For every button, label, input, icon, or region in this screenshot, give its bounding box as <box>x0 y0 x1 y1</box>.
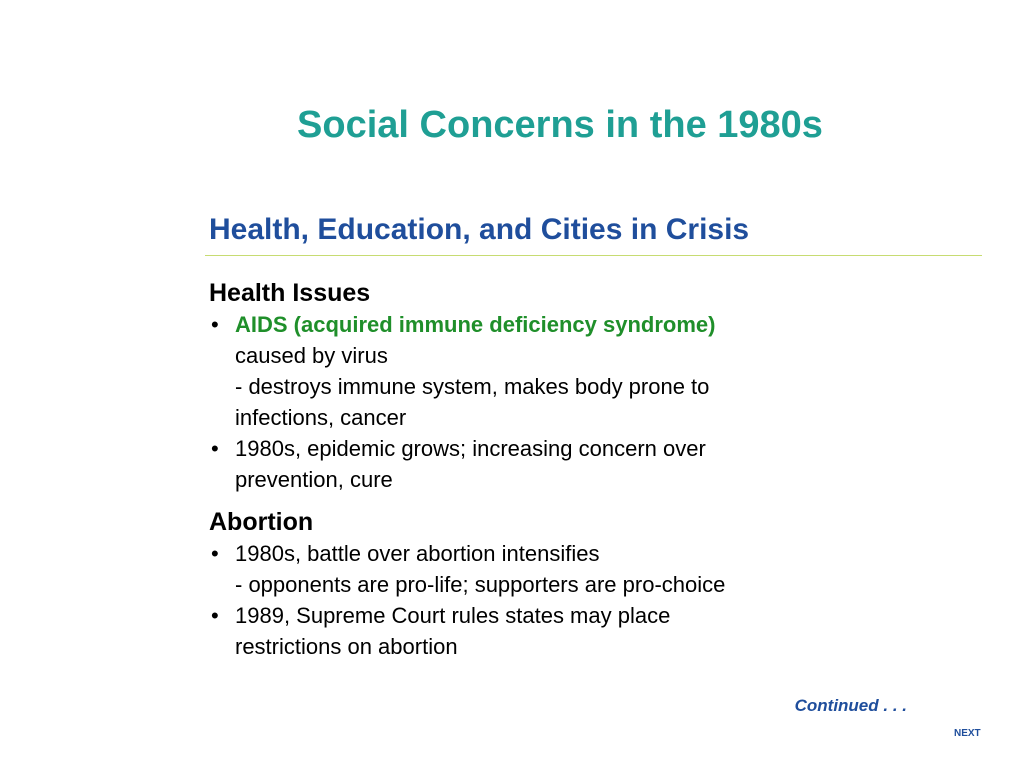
divider <box>205 255 982 256</box>
bullet-item <box>209 538 909 600</box>
bullet-text: 1980s, battle over abortion intensifies <box>235 541 600 566</box>
next-button[interactable]: NEXT <box>954 728 981 739</box>
bullet-text: prevention, cure <box>235 467 393 492</box>
bullet-highlight-text: AIDS (acquired immune deficiency syndrome) <box>235 312 716 337</box>
section-heading: Abortion <box>209 508 314 536</box>
slide-title: Social Concerns in the 1980s <box>297 104 823 146</box>
bullet-text: 1980s, epidemic grows; increasing concern over <box>235 436 706 461</box>
slide-subtitle: Health, Education, and Cities in Crisis <box>209 213 750 246</box>
bullet-item <box>209 600 909 662</box>
bullet-text: - destroys immune system, makes body prone to <box>235 374 710 399</box>
continued-label: Continued . . . <box>794 696 907 715</box>
bullet-text: infections, cancer <box>235 405 407 430</box>
bullet-text: - opponents are pro-life; supporters are pro-choice <box>235 572 726 597</box>
bullet-dot: • <box>211 436 219 461</box>
bullet-item <box>209 433 909 495</box>
section-abortion <box>209 507 909 662</box>
bullet-text: restrictions on abortion <box>235 634 458 659</box>
bullet-text: caused by virus <box>235 343 388 368</box>
slide-content <box>209 278 909 674</box>
bullet-item <box>209 309 909 433</box>
bullet-text: 1989, Supreme Court rules states may place <box>235 603 671 628</box>
section-health-issues <box>209 278 909 495</box>
bullet-dot: • <box>211 312 219 337</box>
bullet-dot: • <box>211 541 219 566</box>
bullet-dot: • <box>211 603 219 628</box>
section-heading: Health Issues <box>209 279 371 307</box>
